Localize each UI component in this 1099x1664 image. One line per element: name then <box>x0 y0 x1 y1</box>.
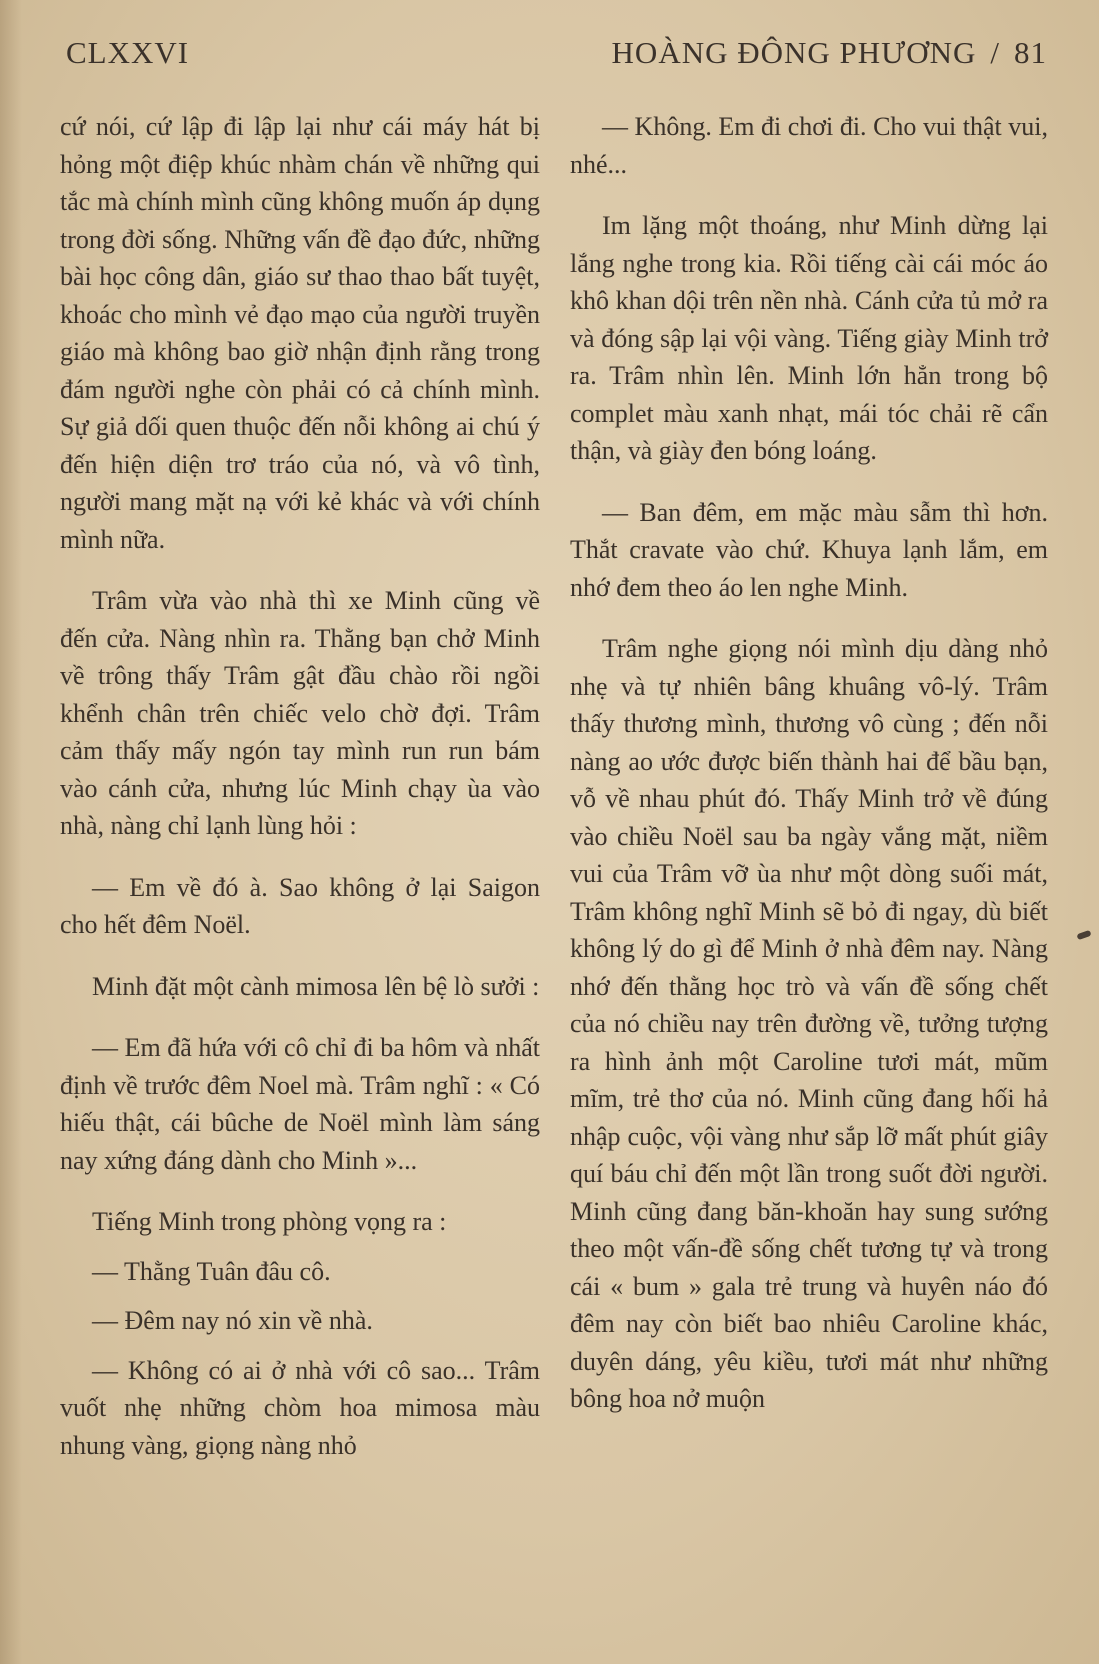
paragraph: Minh đặt một cành mimosa lên bệ lò sưởi : <box>92 971 540 1001</box>
paragraph: — Ban đêm, em mặc màu sẫm thì hơn. Thắt cravate vào chứ. Khuya lạnh lắm, em nhớ đem theo áo len nghe Minh. <box>570 497 1048 602</box>
left-column <box>60 108 540 1464</box>
margin-mark <box>1076 930 1091 940</box>
series-number: CLXXVI <box>66 35 190 70</box>
paragraph: Trâm vừa vào nhà thì xe Minh cũng về đến cửa. Nàng nhìn ra. Thằng bạn chở Minh về trông thấy Trâm gật đầu chào rồi ngồi khểnh chân trên chiếc velo chờ đợi. Trâm cảm thấy mấy ngón tay mình run run bám vào cánh cửa, nhưng lúc Minh chạy ùa vào nhà, nàng chỉ lạnh lùng hỏi : <box>60 586 540 840</box>
paragraph: Im lặng một thoáng, như Minh dừng lại lắng nghe trong kia. Rồi tiếng cài cái móc áo khô khan dội trên nền nhà. Cánh cửa tủ mở ra và đóng sập lại vội vàng. Tiếng giày Minh trở ra. Trâm nhìn lên. Minh lớn hẳn trong bộ complet màu xanh nhạt, mái tóc chải rẽ cẩn thận, và giày đen bóng loáng. <box>570 211 1048 465</box>
page-edge-shadow <box>0 0 22 1664</box>
paragraph: — Không có ai ở nhà với cô sao... Trâm vuốt nhẹ những chòm hoa mimosa màu nhung vàng, giọng nàng nhỏ <box>60 1355 540 1460</box>
paragraph: — Không. Em đi chơi đi. Cho vui thật vui, nhé... <box>570 112 1048 179</box>
paragraph: cứ nói, cứ lập đi lập lại như cái máy hát bị hỏng một điệp khúc nhàm chán về những qui tắc mà chính mình cũng không muốn áp dụng trong đời sống. Những vấn đề đạo đức, những bài học công dân, giáo sư thao thao bất tuyệt, khoác cho mình vẻ đạo mạo của người truyền giáo mà không bao giờ nhận định rằng trong đám người nghe còn phải có cả chính mình. Sự giả dối quen thuộc đến nỗi không ai chú ý đến hiện diện trơ tráo của nó, và vô tình, người mang mặt nạ với kẻ khác và với chính mình nữa. <box>60 112 540 554</box>
paragraph: — Đêm nay nó xin về nhà. <box>92 1306 373 1335</box>
paragraph: — Em đã hứa với cô chỉ đi ba hôm và nhất định về trước đêm Noel mà. Trâm nghĩ : « Có hiếu thật, cái bûche de Noël mình làm sáng nay xứng đáng dành cho Minh »... <box>60 1033 540 1175</box>
paragraph: — Thằng Tuân đâu cô. <box>92 1256 331 1286</box>
page-number: 81 <box>1014 35 1047 70</box>
author-name: HOÀNG ĐÔNG PHƯƠNG <box>611 35 977 70</box>
paragraph: — Em về đó à. Sao không ở lại Saigon cho hết đêm Noël. <box>60 872 540 939</box>
running-header <box>66 30 1047 76</box>
paragraph: Trâm nghe giọng nói mình dịu dàng nhỏ nhẹ và tự nhiên bâng khuâng vô-lý. Trâm thấy thương mình, thương vô cùng ; đến nỗi nàng ao ước được biến thành hai để bầu bạn, vỗ về nhau phút đó. Thấy Minh trở về đúng vào chiều Noël sau ba ngày vắng mặt, niềm vui của Trâm vỡ ùa như một dòng suối mát, Trâm không nghĩ Minh sẽ bỏ đi ngay, dù biết không lý do gì để Minh ở nhà đêm nay. Nàng nhớ đến thằng học trò và vấn đề sống chết của nó chiều nay trên đường về, tưởng tượng ra hình ảnh một Caroline tươi mát, mũm mĩm, trẻ thơ của nó. Minh cũng đang hối hả nhập cuộc, vội vàng như sắp lỡ mất phút giây quí báu chỉ đến một lần trong suốt đời người. Minh cũng đang băn-khoăn hay sung sướng theo một vấn-đề sống chết tương tự và trong cái « bum » gala trẻ trung và huyên náo đó đêm nay còn biết bao nhiêu Caroline khác, duyên dáng, yêu kiều, tươi mát như những bông hoa nở muộn <box>570 634 1048 1413</box>
paragraph: Tiếng Minh trong phòng vọng ra : <box>92 1207 447 1236</box>
header-right <box>612 35 1047 71</box>
right-column <box>570 108 1048 1418</box>
header-separator: / <box>990 35 1000 70</box>
